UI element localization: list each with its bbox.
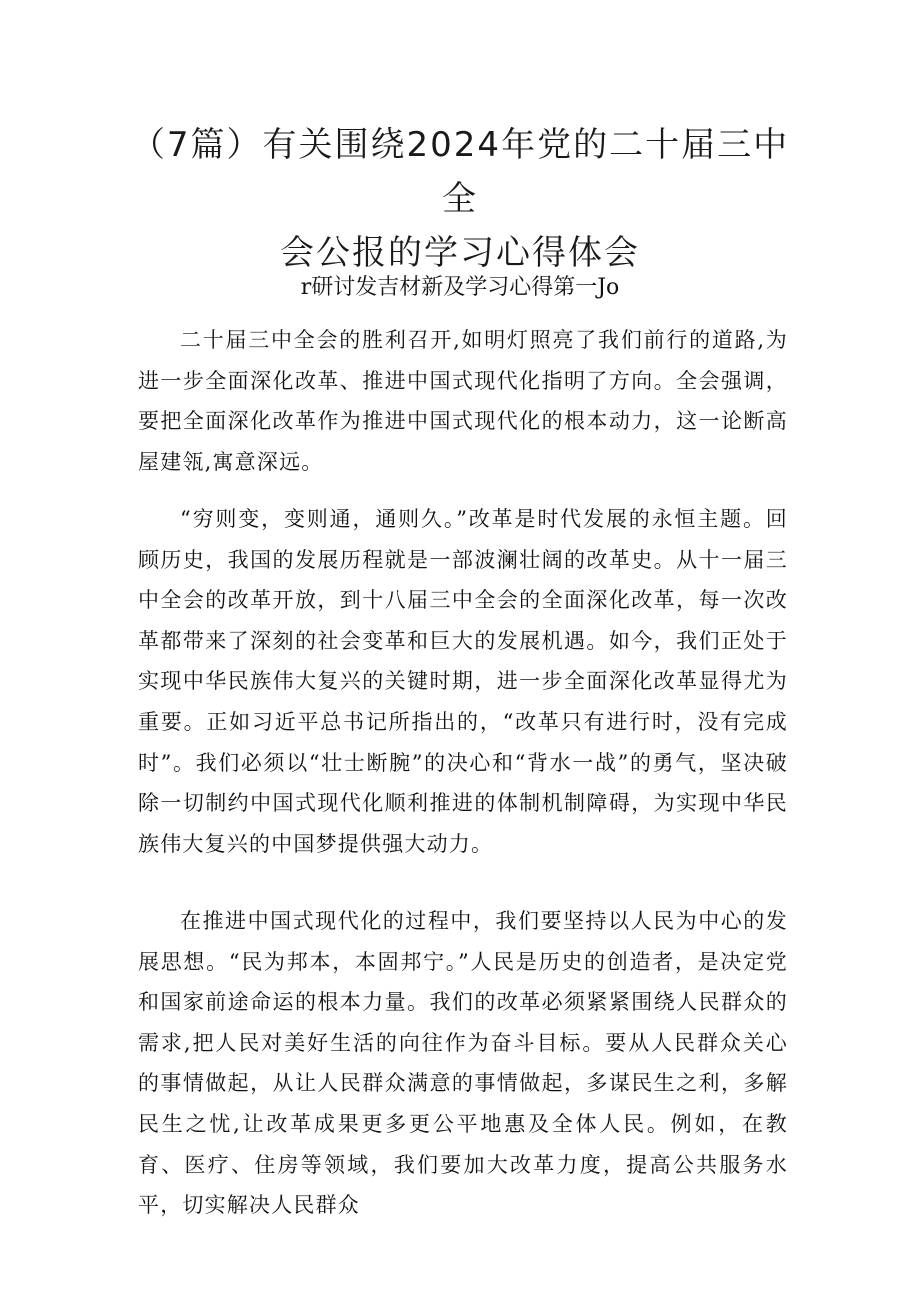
document-title-line-2: 会公报的学习心得体会 [280,233,640,273]
document-title-line-1: （7篇）有关围绕2024年党的二十届三中全 [130,125,790,219]
body-paragraph-3: 在推进中国式现代化的过程中，我们要坚持以人民为中心的发展思想。“民为邦本，本固邦宁。”人民是历史的创造者，是决定党和国家前途命运的根本力量。我们的改革必须紧紧围绕人民群众的需求,把人民对美好生活的向往作为奋斗目标。要从人民群众关心的事情做起，从让人民群众满意的事情做起，多谋民生之利，多解民生之忧,让改革成果更多更公平地惠及全体人民。例如，在教育、医疗、住房等领域，我们要加大改革力度，提高公共服务水平，切实解决人民群众 [138,909,788,1218]
section-heading: r研讨发吉材新及学习心得第一Jo [300,275,620,300]
body-paragraph-1: 二十届三中全会的胜利召开,如明灯照亮了我们前行的道路,为进一步全面深化改革、推进中国式现代化指明了方向。全会强调，要把全面深化改革作为推进中国式现代化的根本动力，这一论断高屋建瓴,寓意深远。 [138,328,788,474]
document-title [120,118,800,280]
body-paragraph-2: “穷则变，变则通，通则久。”改革是时代发展的永恒主题。回顾历史，我国的发展历程就是一部波澜壮阔的改革史。从十一届三中全会的改革开放，到十八届三中全会的全面深化改革，每一次改革都带来了深刻的社会变革和巨大的发展机遇。如今，我们正处于实现中华民族伟大复兴的关键时期，进一步全面深化改革显得尤为重要。正如习近平总书记所指出的，“改革只有进行时，没有完成时”。我们必须以“壮士断腕”的决心和“背水一战”的勇气，坚决破除一切制约中国式现代化顺利推进的体制机制障碍，为实现中华民族伟大复兴的中国梦提供强大动力。 [138,507,788,856]
